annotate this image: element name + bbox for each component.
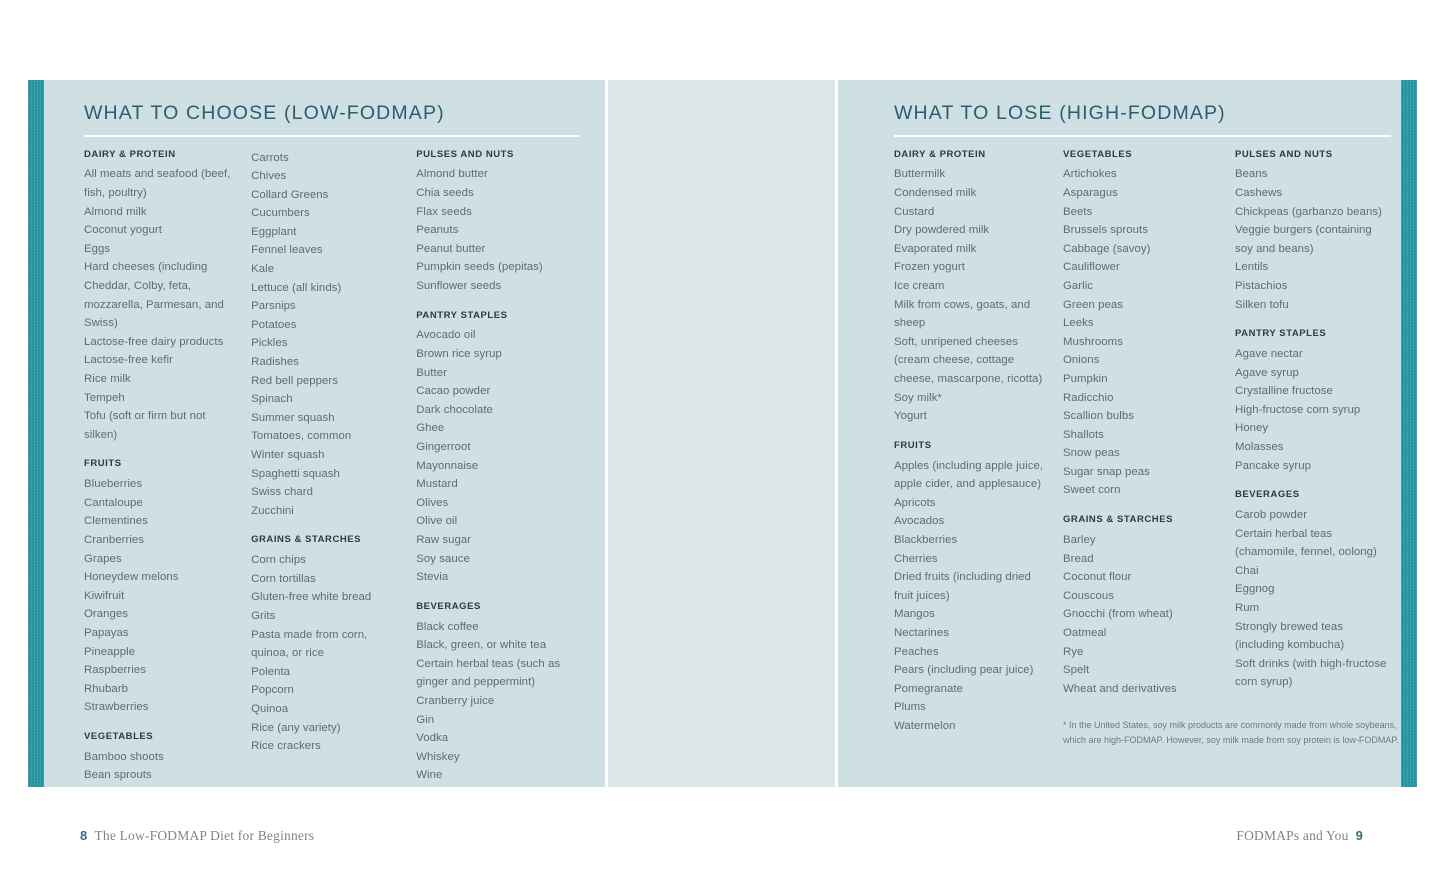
list-item: Rice (any variety)	[251, 721, 341, 734]
left-page-edge-texture	[28, 80, 44, 787]
list-item: Radicchio	[1062, 391, 1114, 404]
right-page-content	[894, 102, 1399, 777]
list-item: Honey	[1234, 422, 1269, 435]
left-column-3	[416, 149, 579, 785]
category-heading: BEVERAGES	[1234, 489, 1300, 501]
category-block	[84, 731, 239, 785]
list-item: Dark chocolate	[416, 403, 493, 416]
list-item: Grapes	[84, 552, 122, 565]
category-block	[1063, 149, 1223, 501]
list-item: Buttermilk	[894, 168, 946, 181]
list-item: Green peas	[1062, 298, 1124, 311]
list-item: Frozen yogurt	[894, 261, 965, 274]
item-list	[84, 165, 239, 444]
list-item: Soy milk*	[894, 391, 942, 404]
left-page-columns	[84, 149, 579, 785]
list-item: Whiskey	[416, 750, 460, 763]
list-item: Bean sprouts	[84, 769, 152, 782]
list-item: High-fructose corn syrup	[1234, 403, 1361, 416]
category-heading: PANTRY STAPLES	[416, 309, 508, 321]
list-item: Cacao powder	[416, 385, 491, 398]
list-item: Cashews	[1234, 186, 1283, 199]
list-item: Red bell peppers	[251, 374, 338, 387]
category-block	[894, 440, 1051, 736]
list-item: Agave syrup	[1234, 366, 1299, 379]
category-heading: PULSES AND NUTS	[416, 148, 514, 160]
item-list	[416, 618, 579, 785]
list-item: Ice cream	[894, 279, 945, 292]
list-item: Wheat and derivatives	[1062, 682, 1177, 695]
list-item: Wine	[416, 769, 443, 782]
item-list	[1235, 165, 1391, 314]
list-item: Coconut yogurt	[84, 224, 162, 237]
list-item: Certain herbal teas (such as ginger and peppermint)	[416, 657, 561, 689]
list-item: Cherries	[894, 552, 938, 565]
list-item: Gingerroot	[416, 440, 471, 453]
list-item: Carrots	[251, 151, 289, 164]
left-page	[28, 80, 605, 787]
list-item: Almond milk	[84, 205, 147, 218]
list-item: Cabbage (savoy)	[1062, 242, 1151, 255]
category-block	[251, 534, 404, 755]
list-item: Strawberries	[84, 701, 149, 714]
left-column-1	[84, 149, 251, 785]
item-list	[1063, 165, 1223, 500]
list-item: Asparagus	[1062, 186, 1118, 199]
list-item: Spaghetti squash	[251, 467, 340, 480]
list-item: Almond butter	[416, 168, 488, 181]
category-heading: VEGETABLES	[1062, 148, 1133, 160]
list-item: Chickpeas (garbanzo beans)	[1234, 205, 1382, 218]
category-heading: GRAINS & STARCHES	[1062, 514, 1173, 526]
list-item: Plums	[894, 701, 926, 714]
list-item: Cranberry juice	[416, 694, 495, 707]
list-item: Artichokes	[1062, 168, 1117, 181]
list-item: Oranges	[84, 608, 129, 621]
category-block	[416, 601, 579, 785]
category-block	[1235, 149, 1391, 315]
list-item: Yogurt	[894, 410, 927, 423]
list-item: Rice crackers	[251, 740, 321, 753]
list-item: Spelt	[1062, 664, 1090, 677]
list-item: Papayas	[84, 626, 129, 639]
list-item: Evaporated milk	[894, 242, 977, 255]
list-item: Pineapple	[84, 645, 136, 658]
item-list	[251, 149, 404, 521]
page-number-left: 8	[80, 828, 88, 843]
page-number-right: 9	[1355, 828, 1363, 843]
list-item: Strongly brewed teas (including kombucha)	[1234, 620, 1345, 652]
list-item: Parsnips	[251, 300, 296, 313]
list-item: Raspberries	[84, 664, 146, 677]
list-item: Soft, unripened cheeses (cream cheese, cottage cheese, mascarpone, ricotta)	[894, 335, 1043, 385]
list-item: Black, green, or white tea	[416, 639, 547, 652]
item-list	[84, 748, 239, 785]
list-item: Clementines	[84, 515, 148, 528]
item-list	[1063, 531, 1223, 698]
category-heading: DAIRY & PROTEIN	[84, 148, 176, 160]
list-item: Mushrooms	[1062, 335, 1123, 348]
list-item: Chia seeds	[416, 186, 474, 199]
list-item: Sunflower seeds	[416, 279, 502, 292]
list-item: Raw sugar	[416, 533, 472, 546]
list-item: Ghee	[416, 422, 445, 435]
list-item: Eggs	[84, 242, 111, 255]
list-item: Honeydew melons	[84, 571, 179, 584]
list-item: Couscous	[1062, 589, 1115, 602]
list-item: Butter	[416, 366, 447, 379]
list-item: Pears (including pear juice)	[894, 664, 1034, 677]
list-item: Tomatoes, common	[251, 430, 352, 443]
category-heading: FRUITS	[84, 458, 122, 470]
list-item: Beets	[1062, 205, 1093, 218]
list-item: Fennel leaves	[251, 244, 323, 257]
list-item: Grits	[251, 610, 276, 623]
item-list	[894, 165, 1051, 425]
list-item: Dry powdered milk	[894, 224, 990, 237]
list-item: Peanuts	[416, 224, 459, 237]
list-item: Crystalline fructose	[1234, 385, 1333, 398]
list-item: Cantaloupe	[84, 496, 143, 509]
list-item: Collard Greens	[251, 188, 329, 201]
list-item: Eggnog	[1234, 583, 1275, 596]
list-item: Bamboo shoots	[84, 750, 164, 763]
list-item: Carob powder	[1234, 509, 1308, 522]
item-list	[1235, 345, 1391, 475]
list-item: Bread	[1062, 552, 1094, 565]
list-item: Barley	[1062, 533, 1096, 546]
list-item: Olive oil	[416, 515, 458, 528]
category-block	[894, 149, 1051, 426]
list-item: Sugar snap peas	[1062, 465, 1150, 478]
list-item: Corn tortillas	[251, 572, 316, 585]
item-list	[1235, 506, 1391, 692]
category-heading: VEGETABLES	[84, 730, 154, 742]
category-heading: FRUITS	[894, 439, 932, 451]
list-item: Rice milk	[84, 372, 131, 385]
list-item: Rhubarb	[84, 682, 129, 695]
list-item: Olives	[416, 496, 449, 509]
list-item: Blueberries	[84, 478, 143, 491]
category-block	[84, 458, 239, 717]
list-item: Nectarines	[894, 626, 949, 639]
list-item: Swiss chard	[251, 486, 314, 499]
left-page-content	[84, 102, 579, 782]
list-item: Chives	[251, 170, 287, 183]
list-item: Pasta made from corn, quinoa, or rice	[251, 628, 368, 660]
list-item: Custard	[894, 205, 935, 218]
list-item: Coconut flour	[1062, 571, 1132, 584]
list-item: Mustard	[416, 478, 458, 491]
list-item: Polenta	[251, 665, 291, 678]
right-page-edge-texture	[1401, 80, 1417, 787]
footer-left	[80, 828, 314, 844]
list-item: Winter squash	[251, 449, 325, 461]
list-item: Radishes	[251, 356, 299, 369]
list-item: Snow peas	[1062, 447, 1120, 460]
list-item: Pumpkin	[1062, 372, 1108, 385]
right-title-divider	[894, 135, 1391, 137]
list-item: Pistachios	[1234, 279, 1288, 292]
list-item: Soft drinks (with high-fructose corn syrup)	[1234, 657, 1387, 689]
list-item: Molasses	[1234, 440, 1284, 453]
list-item: Condensed milk	[894, 186, 977, 199]
item-list	[416, 165, 579, 295]
list-item: Chai	[1234, 564, 1259, 577]
list-item: Beans	[1234, 168, 1268, 181]
list-item: Watermelon	[894, 719, 956, 732]
list-item: Peaches	[894, 645, 939, 658]
category-block	[84, 149, 239, 445]
list-item: Dried fruits (including dried fruit juices)	[894, 571, 1031, 602]
left-page-title: WHAT TO CHOOSE (LOW-FODMAP)	[84, 102, 445, 124]
list-item: Rye	[1062, 645, 1084, 658]
spread-gutter-panel	[606, 80, 837, 787]
list-item: Pancake syrup	[1234, 459, 1311, 472]
list-item: Gin	[416, 713, 435, 726]
category-heading: BEVERAGES	[416, 600, 481, 612]
category-heading: DAIRY & PROTEIN	[894, 148, 986, 160]
category-block	[1235, 489, 1391, 692]
right-column-3	[1235, 149, 1391, 692]
list-item: Sweet corn	[1062, 484, 1121, 497]
list-item: Popcorn	[251, 684, 294, 697]
category-block	[1063, 514, 1223, 698]
list-item: Avocado oil	[416, 329, 476, 342]
list-item: Gnocchi (from wheat)	[1062, 608, 1173, 621]
list-item: Cranberries	[84, 533, 145, 546]
right-column-1	[894, 149, 1063, 736]
list-item: Cauliflower	[1062, 261, 1120, 274]
list-item: Veggie burgers (containing soy and beans)	[1234, 224, 1372, 255]
list-item: Soy sauce	[416, 552, 470, 565]
category-heading: PULSES AND NUTS	[1234, 148, 1333, 160]
list-item: Pomegranate	[894, 682, 963, 695]
list-item: Brown rice syrup	[416, 348, 502, 360]
list-item: Tempeh	[84, 391, 125, 404]
right-page	[838, 80, 1417, 787]
left-title-divider	[84, 135, 579, 137]
list-item: Peanut butter	[416, 242, 486, 255]
list-item: Lactose-free kefir	[84, 354, 173, 367]
item-list	[251, 551, 404, 756]
list-item: Apples (including apple juice, apple cider, and applesauce)	[894, 459, 1044, 491]
list-item: Flax seeds	[416, 205, 472, 218]
list-item: Certain herbal teas (chamomile, fennel, oolong)	[1234, 527, 1377, 559]
list-item: Kiwifruit	[84, 589, 125, 602]
category-block	[416, 310, 579, 587]
list-item: Cucumbers	[251, 207, 310, 220]
list-item: Quinoa	[251, 703, 289, 715]
list-item: Avocados	[894, 515, 945, 528]
right-page-title: WHAT TO LOSE (HIGH-FODMAP)	[894, 102, 1226, 124]
category-block	[1235, 328, 1391, 475]
list-item: Leeks	[1062, 317, 1094, 330]
list-item: Corn chips	[251, 554, 307, 567]
list-item: Spinach	[251, 393, 293, 406]
category-heading: PANTRY STAPLES	[1234, 328, 1327, 340]
list-item: Tofu (soft or firm but not silken)	[84, 410, 206, 441]
list-item: Onions	[1062, 354, 1100, 367]
category-block	[416, 149, 579, 296]
list-item: Summer squash	[251, 411, 335, 424]
list-item: Zucchini	[251, 504, 294, 517]
item-list	[84, 475, 239, 717]
list-item: Gluten-free white bread	[251, 591, 372, 604]
list-item: Hard cheeses (including Cheddar, Colby, feta, mozzarella, Parmesan, and Swiss)	[84, 261, 224, 330]
list-item: All meats and seafood (beef, fish, poultry)	[84, 168, 231, 199]
list-item: Lactose-free dairy products	[84, 335, 224, 348]
list-item: Mayonnaise	[416, 459, 479, 472]
category-block	[251, 149, 404, 521]
list-item: Agave nectar	[1234, 348, 1303, 360]
list-item: Kale	[251, 263, 275, 276]
item-list	[894, 457, 1051, 736]
list-item: Blackberries	[894, 533, 958, 546]
list-item: Milk from cows, goats, and sheep	[894, 298, 1031, 330]
list-item: Potatoes	[251, 318, 297, 331]
list-item: Oatmeal	[1062, 626, 1107, 639]
list-item: Pumpkin seeds (pepitas)	[416, 261, 543, 274]
list-item: Pickles	[251, 337, 288, 350]
list-item: Lentils	[1234, 261, 1269, 274]
list-item: Stevia	[416, 571, 449, 584]
list-item: Silken tofu	[1234, 298, 1289, 311]
list-item: Lettuce (all kinds)	[251, 281, 342, 294]
list-item: Garlic	[1062, 279, 1094, 292]
list-item: Rum	[1234, 602, 1260, 614]
list-item: Brussels sprouts	[1062, 224, 1148, 237]
soy-milk-footnote: * In the United States, soy milk products are commonly made from whole soybeans, which are high-FODMAP. However, soy milk made from soy protein is low-FODMAP.	[1062, 720, 1399, 746]
list-item: Eggplant	[251, 225, 297, 238]
list-item: Mangos	[894, 608, 935, 621]
list-item: Scallion bulbs	[1062, 410, 1134, 423]
item-list	[416, 326, 579, 586]
left-column-2	[251, 149, 416, 756]
category-heading: GRAINS & STARCHES	[251, 534, 362, 546]
list-item: Vodka	[416, 732, 449, 745]
chapter-title-footer: FODMAPs and You	[1236, 828, 1349, 843]
right-page-columns	[894, 148, 1399, 749]
footer-right	[1236, 828, 1363, 844]
book-title-footer: The Low-FODMAP Diet for Beginners	[94, 828, 315, 843]
list-item: Shallots	[1062, 428, 1104, 441]
list-item: Apricots	[894, 496, 936, 509]
list-item: Black coffee	[416, 620, 479, 633]
